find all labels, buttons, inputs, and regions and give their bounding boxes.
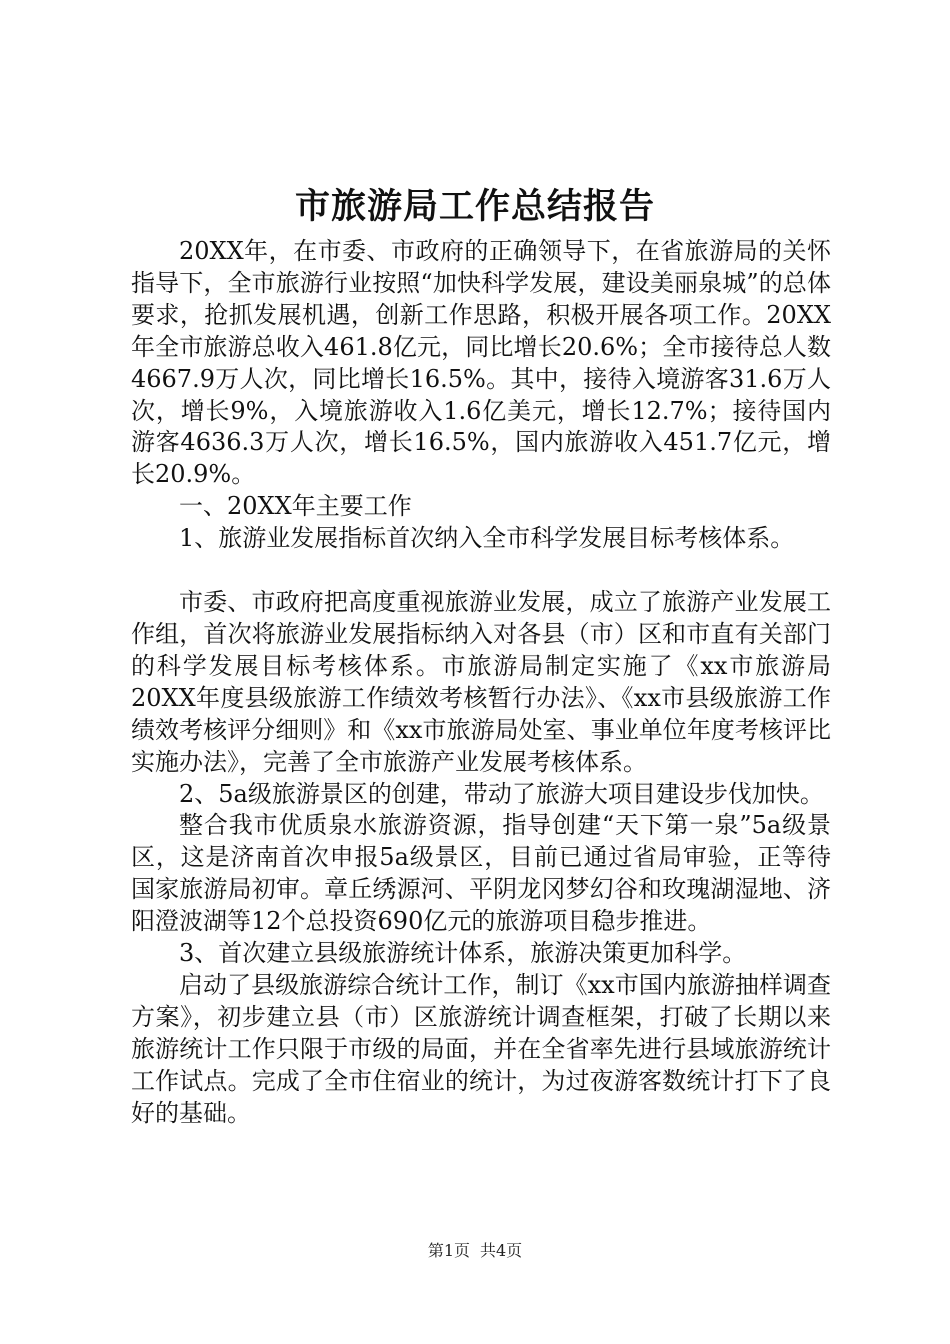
item-paragraph-1: 市委、市政府把高度重视旅游业发展，成立了旅游产业发展工作组，首次将旅游业发展指标纳入对各县（市）区和市直有关部门的科学发展目标考核体系。市旅游局制定实施了《xx市旅游局20XX年度县级旅游工作绩效考核暂行办法》、《xx市县级旅游工作绩效考核评分细则》和《xx市旅游局处室、事业单位年度考核评比实施办法》，完善了全市旅游产业发展考核体系。 [131,588,831,776]
document-body [131,236,831,1129]
intro-paragraph: 20XX年，在市委、市政府的正确领导下，在省旅游局的关怀指导下，全市旅游行业按照“加快科学发展，建设美丽泉城”的总体要求，抢抓发展机遇，创新工作思路，积极开展各项工作。20XX年全市旅游总收入461.8亿元，同比增长20.6%；全市接待总人数4667.9万人次，同比增长16.5%。其中，接待入境游客31.6万人次，增长9%，入境旅游收入1.6亿美元，增长12.7%；接待国内游客4636.3万人次，增长16.5%，国内旅游收入451.7亿元，增长20.9%。 [131,237,831,489]
page-count: 共4页 [480,1241,523,1260]
page-footer [0,1240,950,1262]
section-heading: 一、20XX年主要工作 [179,492,412,521]
item-heading-2: 2、5a级旅游景区的创建，带动了旅游大项目建设步伐加快。 [179,779,824,808]
item-heading-3: 3、首次建立县级旅游统计体系，旅游决策更加科学。 [179,939,747,968]
page-number: 第1页 [427,1241,470,1260]
item-paragraph-2: 整合我市优质泉水旅游资源，指导创建“天下第一泉”5a级景区，这是济南首次申报5a级景区，目前已通过省局审验，正等待国家旅游局初审。章丘绣源河、平阴龙冈梦幻谷和玫瑰湖湿地、济阳澄波湖等12个总投资690亿元的旅游项目稳步推进。 [131,811,831,936]
item-heading-1: 1、旅游业发展指标首次纳入全市科学发展目标考核体系。 [179,524,795,553]
item-paragraph-3: 启动了县级旅游综合统计工作，制订《xx市国内旅游抽样调查方案》，初步建立县（市）区旅游统计调查框架，打破了长期以来旅游统计工作只限于市级的局面，并在全省率先进行县域旅游统计工作试点。完成了全市住宿业的统计，为过夜游客数统计打下了良好的基础。 [131,970,831,1127]
document-title: 市旅游局工作总结报告 [294,186,655,227]
